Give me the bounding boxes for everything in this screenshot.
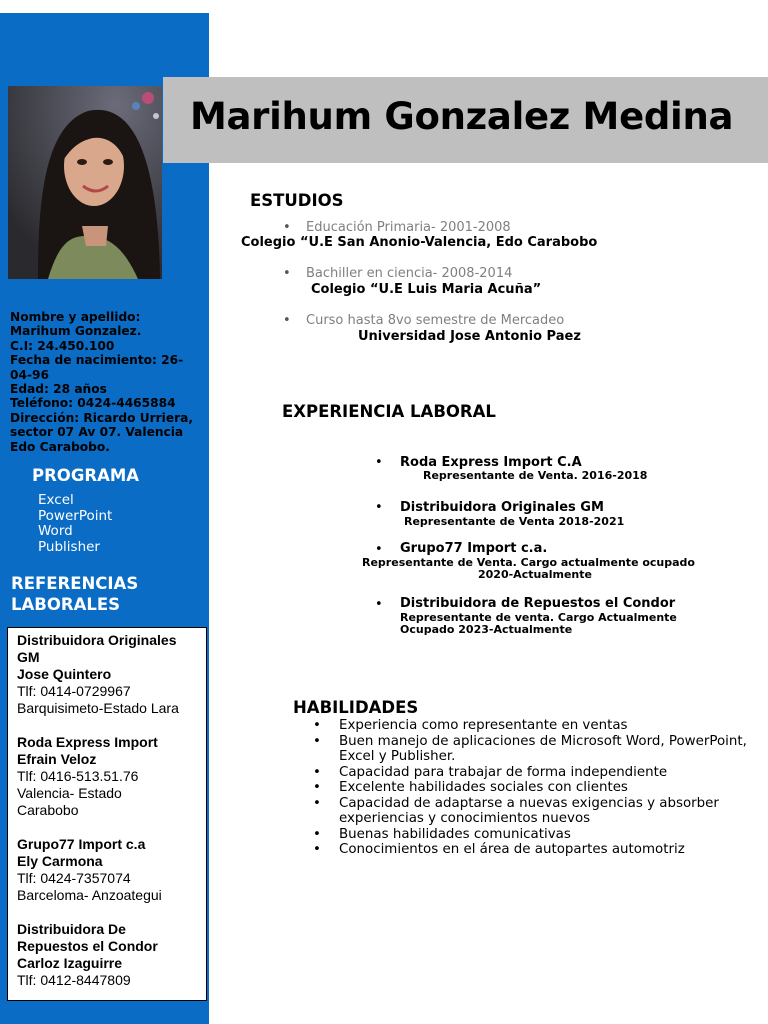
- skill-item: [313, 734, 753, 765]
- bullet-icon: •: [313, 795, 321, 811]
- skill-item: [313, 842, 753, 858]
- references-title-line1: REFERENCIAS: [11, 574, 139, 593]
- skill-text: Buen manejo de aplicaciones de Microsoft Word, PowerPoint, Excel y Publisher.: [339, 733, 747, 764]
- personal-line: Dirección: Ricardo Urriera,: [10, 410, 193, 425]
- bullet-icon: •: [283, 220, 291, 235]
- program-item: PowerPoint: [38, 507, 113, 524]
- personal-line: Edad: 28 años: [10, 382, 107, 397]
- estudio-school: Colegio “U.E San Anonio-Valencia, Edo Carabobo: [241, 235, 598, 250]
- estudio-period: Educación Primaria- 2001-2008: [306, 220, 511, 235]
- job-role: Representante de venta. Cargo Actualmente: [400, 611, 677, 624]
- program-item: Excel: [38, 492, 74, 508]
- bullet-icon: •: [313, 733, 321, 749]
- job-role: Representante de Venta. 2016-2018: [423, 469, 648, 482]
- skill-item: [313, 796, 753, 827]
- reference-person: Jose Quintero: [17, 666, 112, 682]
- estudio-school: Universidad Jose Antonio Paez: [358, 329, 581, 344]
- skills-list: [313, 718, 753, 858]
- reference-company: Repuestos el Condor: [17, 938, 158, 954]
- reference-company: Distribuidora Originales: [17, 632, 177, 648]
- experiencia-title: EXPERIENCIA LABORAL: [282, 402, 496, 421]
- references-box: [7, 627, 207, 1001]
- estudio-school: Colegio “U.E Luis Maria Acuña”: [311, 282, 542, 297]
- programs-list: [38, 493, 112, 555]
- personal-line: sector 07 Av 07. Valencia: [10, 425, 184, 440]
- habilidades-title: HABILIDADES: [293, 698, 419, 717]
- skill-item: [313, 765, 753, 781]
- programa-title: PROGRAMA: [32, 466, 140, 485]
- skill-text: Buenas habilidades comunicativas: [339, 826, 571, 842]
- job-role: Representante de Venta. Cargo actualmente ocupado: [362, 556, 695, 569]
- bullet-icon: •: [313, 718, 321, 733]
- bullet-icon: •: [375, 500, 383, 515]
- job-company: Grupo77 Import c.a.: [400, 541, 548, 556]
- estudios-title: ESTUDIOS: [250, 191, 344, 210]
- reference-item: [17, 734, 206, 819]
- reference-phone: Tlf: 0414-0729967: [17, 683, 131, 699]
- reference-person: Carloz Izaguirre: [17, 955, 123, 971]
- estudio-period: Curso hasta 8vo semestre de Mercadeo: [306, 313, 565, 328]
- program-item: Publisher: [38, 538, 100, 555]
- personal-line: C.I: 24.450.100: [10, 338, 115, 353]
- personal-line: Fecha de nacimiento: 26-: [10, 353, 184, 368]
- skill-text: Conocimientos en el área de autopartes automotriz: [339, 842, 685, 857]
- reference-person: Ely Carmona: [17, 853, 103, 869]
- bullet-icon: •: [313, 842, 321, 857]
- references-title-line2: LABORALES: [11, 595, 121, 614]
- personal-line: Edo Carabobo.: [10, 439, 110, 454]
- bullet-icon: •: [283, 313, 291, 328]
- reference-place: Valencia- Estado: [17, 785, 122, 801]
- job-company: Distribuidora Originales GM: [400, 500, 604, 515]
- reference-person: Efrain Veloz: [17, 751, 97, 767]
- reference-phone: Tlf: 0412-8447809: [17, 972, 131, 988]
- profile-photo-illustration: [8, 86, 162, 279]
- personal-line: Nombre y apellido:: [10, 310, 141, 324]
- bullet-icon: •: [375, 597, 383, 612]
- profile-photo: [8, 86, 162, 279]
- reference-company: Roda Express Import: [17, 734, 158, 750]
- skill-item: [313, 780, 753, 796]
- bullet-icon: •: [283, 266, 291, 281]
- reference-place: Carabobo: [17, 802, 79, 818]
- skill-text: Capacidad de adaptarse a nuevas exigencias y absorber experiencias y conocimientos nuevos: [339, 795, 719, 826]
- program-item: Word: [38, 523, 73, 539]
- job-role: Ocupado 2023-Actualmente: [400, 623, 573, 636]
- skill-text: Capacidad para trabajar de forma independiente: [339, 764, 668, 780]
- page-title: Marihum Gonzalez Medina: [190, 95, 734, 138]
- reference-item: [17, 632, 206, 717]
- reference-phone: Tlf: 0416-513.51.76: [17, 768, 139, 784]
- job-role: 2020-Actualmente: [478, 568, 592, 581]
- skill-text: Experiencia como representante en ventas: [339, 718, 628, 733]
- personal-line: 04-96: [10, 367, 49, 382]
- reference-place: Barquisimeto-Estado Lara: [17, 700, 179, 716]
- bullet-icon: •: [313, 780, 321, 795]
- personal-info: [10, 310, 206, 454]
- job-company: Distribuidora de Repuestos el Condor: [400, 596, 676, 611]
- bullet-icon: •: [375, 542, 383, 557]
- skill-text: Excelente habilidades sociales con clientes: [339, 780, 628, 795]
- bullet-icon: •: [313, 764, 321, 780]
- bullet-icon: •: [375, 455, 383, 470]
- skill-item: [313, 827, 753, 843]
- job-role: Representante de Venta 2018-2021: [404, 515, 625, 528]
- bullet-icon: •: [313, 826, 321, 842]
- reference-place: Barceloma- Anzoategui: [17, 887, 162, 903]
- skill-item: [313, 718, 753, 734]
- reference-item: [17, 921, 206, 989]
- reference-company: Distribuidora De: [17, 921, 126, 937]
- job-company: Roda Express Import C.A: [400, 455, 582, 470]
- estudio-period: Bachiller en ciencia- 2008-2014: [306, 266, 513, 281]
- reference-company: Grupo77 Import c.a: [17, 836, 146, 852]
- reference-company: GM: [17, 649, 40, 665]
- personal-line: Teléfono: 0424-4465884: [10, 396, 176, 411]
- reference-item: [17, 836, 206, 904]
- reference-phone: Tlf: 0424-7357074: [17, 870, 131, 886]
- personal-line: Marihum Gonzalez.: [10, 324, 142, 339]
